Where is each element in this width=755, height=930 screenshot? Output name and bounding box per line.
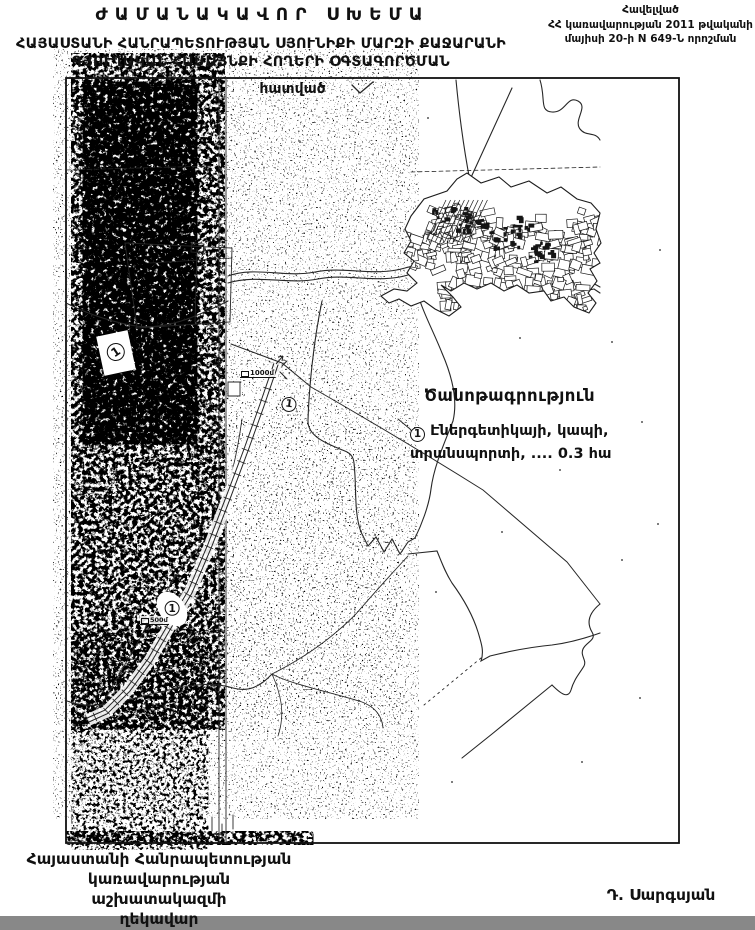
annex-note-line-1: Հավելված xyxy=(622,4,679,16)
map-marker xyxy=(281,389,299,412)
circled-1-icon: 1 xyxy=(281,395,298,412)
distance-text: 1000մ xyxy=(250,369,274,377)
legend-item-line-1 xyxy=(410,420,630,443)
page-subtitle xyxy=(0,35,522,71)
page-subtitle-line-1: ՀԱՅԱՍՏԱՆԻ ՀԱՆՐԱՊԵՏՈՒԹՅԱՆ ՍՅՈՒՆԻՔԻ ՄԱՐԶԻ ՔԱՋԱՐԱՆԻ xyxy=(16,36,506,52)
circled-1-icon: 1 xyxy=(165,601,180,616)
footer-line-2: կառավարության աշխատակազմի xyxy=(87,870,231,909)
flag-icon xyxy=(141,618,149,624)
page-subtitle-line-2: ԳՅՈՒՂԱԿԱՆ ՀԱՄԱՅՆՔԻ ՀՈՂԵՐԻ ՕԳՏԱԳՈՐԾՄԱՆ xyxy=(72,54,450,70)
annex-note xyxy=(546,3,755,47)
distance-label-1000m xyxy=(240,369,275,378)
annex-note-line-3: մայիսի 20-ի N 649-Ն որոշման xyxy=(564,33,737,46)
footer-line-3: ղեկավար xyxy=(119,910,199,929)
legend-item-line-2: տրանսպորտի, .... 0.3 հա xyxy=(410,446,612,463)
footer-left-block xyxy=(22,849,296,930)
distance-text: 500մ xyxy=(150,616,168,624)
town-area xyxy=(381,173,618,325)
flag-icon xyxy=(241,371,249,377)
legend-item xyxy=(410,420,630,466)
page-title: ԺԱՄԱՆԱԿԱՎՈՐ ՍԽԵՄԱ xyxy=(95,5,430,25)
annex-note-line-2: ՀՀ կառավարության 2011 թվականի xyxy=(548,18,753,31)
footer-line-1: Հայաստանի Հանրապետության xyxy=(26,850,292,868)
circled-1-icon: 1 xyxy=(103,340,128,365)
signature: Դ. Սարգսյան xyxy=(606,886,716,904)
legend-item-text-1: Էներգետիկայի, կապի, xyxy=(430,423,609,439)
circled-1-icon: 1 xyxy=(410,427,425,442)
section-label: հատված xyxy=(259,81,326,97)
legend-title: Ծանոթագրություն xyxy=(424,386,596,405)
distance-label-500m xyxy=(140,616,169,625)
